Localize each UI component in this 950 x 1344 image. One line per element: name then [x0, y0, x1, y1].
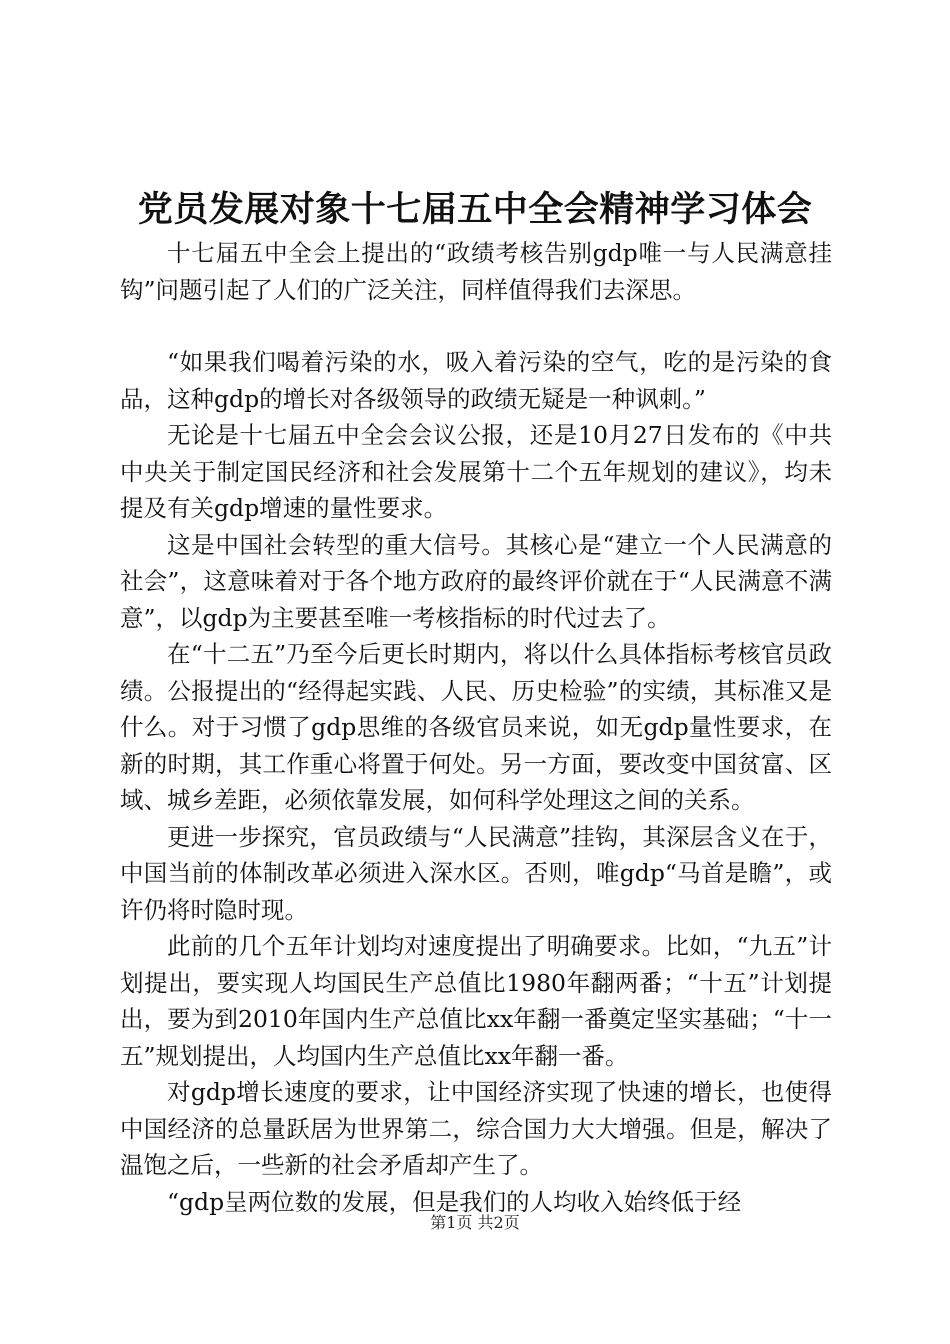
paragraph-quote-pollution: “如果我们喝着污染的水，吸入着污染的空气，吃的是污染的食品，这种gdp的增长对各级领导的政绩无疑是一种讽刺。”	[120, 348, 832, 413]
document-body	[120, 235, 832, 1220]
document-title: 党员发展对象十七届五中全会精神学习体会	[137, 190, 813, 230]
paragraph-income-quote: “gdp呈两位数的发展，但是我们的人均收入始终低于经	[167, 1187, 742, 1216]
paragraph-twelfth-five-year: 在“十二五”乃至今后更长时期内，将以什么具体指标考核官员政绩。公报提出的“经得起实践、人民、历史检验”的实绩，其标准又是什么。对于习惯了gdp思维的各级官员来说，如无gdp量性要求，在新的时期，其工作重心将置于何处。另一方面，要改变中国贫富、区域、城乡差距，必须依靠发展，如何科学处理这之间的关系。	[120, 640, 832, 814]
paragraph-intro: 十七届五中全会上提出的“政绩考核告别gdp唯一与人民满意挂钩”问题引起了人们的广泛关注，同样值得我们去深思。	[120, 239, 832, 304]
paragraph-growth-requirements: 对gdp增长速度的要求，让中国经济实现了快速的增长，也使得中国经济的总量跃居为世界第二，综合国力大大增强。但是，解决了温饱之后，一些新的社会矛盾却产生了。	[120, 1078, 832, 1179]
paragraph-previous-plans: 此前的几个五年计划均对速度提出了明确要求。比如，“九五”计划提出，要实现人均国民生产总值比1980年翻两番；“十五”计划提出，要为到2010年国内生产总值比xx年翻一番奠定坚实基础；“十一五”规划提出，人均国内生产总值比xx年翻一番。	[120, 932, 832, 1070]
paragraph-deep-reform: 更进一步探究，官员政绩与“人民满意”挂钩，其深层含义在于，中国当前的体制改革必须进入深水区。否则，唯gdp“马首是瞻”，或许仍将时隐时现。	[120, 822, 832, 924]
page-number-footer: 第1页 共2页	[430, 1213, 520, 1232]
paragraph-transition-signal: 这是中国社会转型的重大信号。其核心是“建立一个人民满意的社会”，这意味着对于各个地方政府的最终评价就在于“人民满意不满意”，以gdp为主要甚至唯一考核指标的时代过去了。	[120, 530, 832, 632]
paragraph-communique: 无论是十七届五中全会会议公报，还是10月27日发布的《中共中央关于制定国民经济和社会发展第十二个五年规划的建议》，均未提及有关gdp增速的量性要求。	[120, 421, 832, 522]
